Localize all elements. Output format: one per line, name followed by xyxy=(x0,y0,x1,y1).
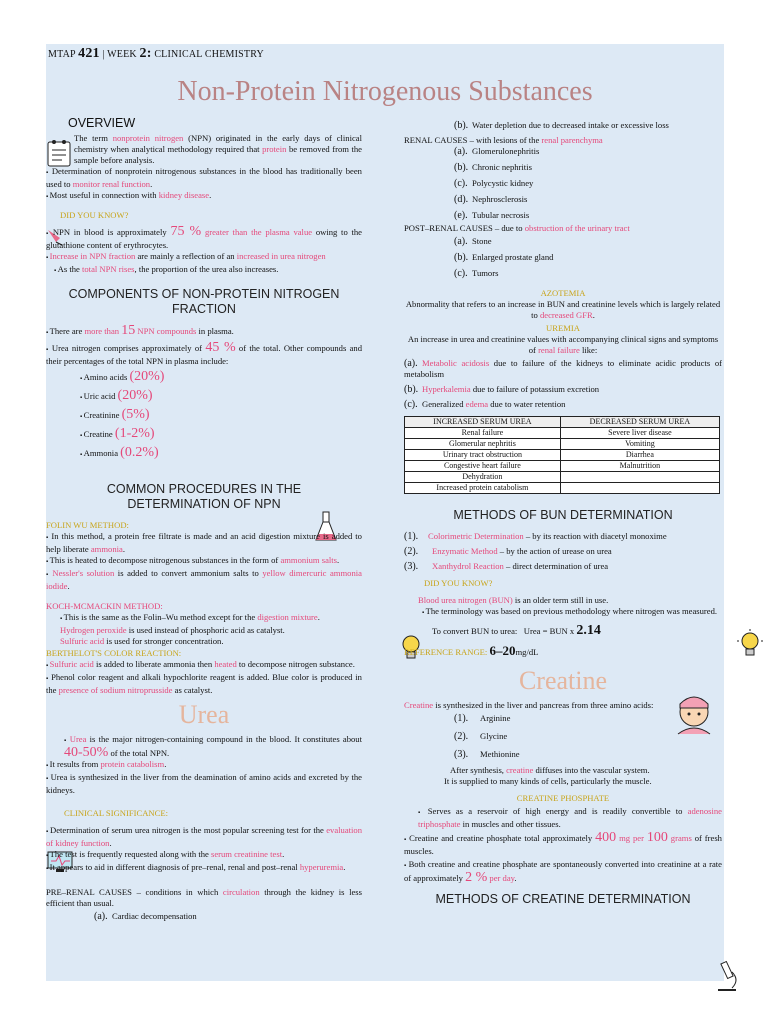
urea-p3: ▪ Urea is synthesized in the liver from the deamination of amino acids and excreted by the kidneys. xyxy=(46,772,362,796)
component-item: ▪ Ammonia (0.2%) xyxy=(80,447,362,466)
table-cell: Diarrhea xyxy=(560,450,719,461)
table-row xyxy=(405,461,720,472)
table-row xyxy=(405,439,720,450)
list-item: (b). Chronic nephritis xyxy=(454,162,532,173)
koch-heading: KOCH-MCMACKIN METHOD: xyxy=(46,601,163,611)
prerenal-item-a: (a). Cardiac decompensation xyxy=(94,911,197,922)
overview-heading: OVERVIEW xyxy=(68,116,136,130)
cp-p2: ▪ Creatine and creatine phosphate total approximately 400 mg per 100 grams of fresh muscles. xyxy=(404,832,722,857)
clinical-p2: ▪ The test is frequently requested along with the serum creatinine test. xyxy=(46,849,362,862)
uremia-item-c: (c). Generalized edema due to water retention xyxy=(404,399,566,410)
table-cell: Increased protein catabolism xyxy=(405,483,561,494)
table-cell: Congestive heart failure xyxy=(405,461,561,472)
urea-p1: ▪ Urea is the major nitrogen-containing compound in the blood. It constitutes about 40-50% of the total NPN. xyxy=(46,734,362,759)
dyk2-p1: Blood urea nitrogen (BUN) is an older term still in use. xyxy=(418,595,609,605)
bun-method-1: (1). Colorimetric Determination – by its reaction with diacetyl monoxime xyxy=(404,531,667,542)
folin-p1: ▪ In this method, a protein free filtrate is made and an acid digestion mixture is added to help liberate ammonia. xyxy=(46,531,362,555)
table-header: INCREASED SERUM UREA xyxy=(405,417,561,428)
microscope-icon xyxy=(712,958,742,999)
koch-p3: Sulfuric acid is used for stronger concentration. xyxy=(60,636,224,646)
creatine-amino-list xyxy=(404,713,722,765)
folin-heading: FOLIN WU METHOD: xyxy=(46,520,129,530)
table-row xyxy=(405,483,720,494)
course-number: 421 xyxy=(78,46,100,61)
list-item: (a). Glomerulonephritis xyxy=(454,146,540,157)
clinical-heading: CLINICAL SIGNIFICANCE: xyxy=(64,808,168,818)
creatine-p2: After synthesis, creatine diffuses into the vascular system. xyxy=(450,765,650,775)
creatine-p1: Creatine is synthesized in the liver and pancreas from three amino acids: xyxy=(404,700,654,710)
dyk1-p1: ▪ NPN in blood is approximately 75 % greater than the plasma value owing to the glutathione content of erythrocytes. xyxy=(46,226,362,251)
folin-p3: ▪ Nessler's solution is added to convert ammonium salts to yellow dimercuric ammonia iodide. xyxy=(46,568,362,592)
page-header: MTAP 421 | WEEK 2: CLINICAL CHEMISTRY xyxy=(48,46,264,61)
dyk2-heading: DID YOU KNOW? xyxy=(424,578,493,588)
list-item: (a). Stone xyxy=(454,236,492,247)
postrenal-causes-list xyxy=(404,236,722,284)
table-cell: Severe liver disease xyxy=(560,428,719,439)
list-item: (b). Enlarged prostate gland xyxy=(454,252,554,263)
berthelot-p1: ▪ Sulfuric acid is added to liberate ammonia then heated to decompose nitrogen substance. xyxy=(46,659,362,672)
npn-components-list xyxy=(46,371,362,466)
component-item: ▪ Creatinine (5%) xyxy=(80,409,362,428)
azotemia-heading: AZOTEMIA xyxy=(540,288,586,298)
subject: CLINICAL CHEMISTRY xyxy=(154,49,264,60)
bun-methods-heading: METHODS OF BUN DETERMINATION xyxy=(453,508,673,522)
right-column xyxy=(404,120,722,907)
urea-heading: Urea xyxy=(178,700,230,729)
creatine-phosphate-heading: CREATINE PHOSPHATE xyxy=(516,793,610,803)
bun-method-3: (3). Xanthydrol Reaction – direct determination of urea xyxy=(404,561,609,572)
reference-range: REFERENCE RANGE: 6–20mg/dL xyxy=(404,643,539,658)
uremia-item-a: (a). Metabolic acidosis due to failure of the kidneys to eliminate acidic products of metabolism xyxy=(404,358,722,379)
cp-p3: ▪ Both creatine and creatine phosphate are spontaneously converted into creatinine at a rate of approximately 2 % per day. xyxy=(404,859,722,884)
component-item: ▪ Uric acid (20%) xyxy=(80,390,362,409)
bun-conversion: To convert BUN to urea: Urea = BUN x 2.14 xyxy=(432,623,601,638)
dyk1-p3: ▪ As the total NPN rises, the proportion of the urea also increases. xyxy=(46,264,362,277)
components-p1: ▪ There are more than 15 NPN compounds in plasma. xyxy=(46,325,362,339)
folin-p2: ▪ This is heated to decompose nitrogenous substances in the form of ammonium salts. xyxy=(46,555,362,568)
components-heading: COMPONENTS OF NON-PROTEIN NITROGEN FRACTION xyxy=(68,287,340,316)
list-item: (d). Nephrosclerosis xyxy=(454,194,528,205)
table-row xyxy=(405,428,720,439)
component-item: ▪ Amino acids (20%) xyxy=(80,371,362,390)
procedures-heading: COMMON PROCEDURES IN THE DETERMINATION OF NPN xyxy=(106,482,302,511)
uremia-text: An increase in urea and creatinine values with accompanying clinical signs and symptoms of renal failure like: xyxy=(407,334,719,355)
list-item: (e). Tubular necrosis xyxy=(454,210,530,221)
dyk1-heading: DID YOU KNOW? xyxy=(60,210,129,220)
renal-causes-list xyxy=(404,146,722,223)
table-cell: Vomiting xyxy=(560,439,719,450)
urea-p2: ▪ It results from protein catabolism. xyxy=(46,759,362,772)
course-code: MTAP xyxy=(48,49,76,60)
creatine-heading: Creatine xyxy=(518,666,608,695)
lightbulb-icon-2 xyxy=(736,628,764,665)
list-item: (2). Glycine xyxy=(454,731,508,742)
table-cell: Dehydration xyxy=(405,472,561,483)
list-item: (c). Tumors xyxy=(454,268,499,279)
bun-method-2: (2). Enzymatic Method – by the action of urease on urea xyxy=(404,546,612,557)
table-cell: Malnutrition xyxy=(560,461,719,472)
table-row xyxy=(405,450,720,461)
prerenal-causes: PRE–RENAL CAUSES – conditions in which circulation through the kidney is less efficient than usual. xyxy=(46,887,362,908)
week-label: WEEK xyxy=(107,49,137,60)
overview-p3: ▪ Most useful in connection with kidney disease. xyxy=(46,190,362,203)
table-cell: Glomerular nephritis xyxy=(405,439,561,450)
overview-p1: The term nonprotein nitrogen (NPN) originated in the early days of clinical chemistry when analytical methodology required that protein be removed from the sample before analysis. xyxy=(74,133,362,165)
creatine-methods-heading: METHODS OF CREATINE DETERMINATION xyxy=(435,892,691,906)
page-title: Non-Protein Nitrogenous Substances xyxy=(177,76,593,107)
cp-p1: ▪ Serves as a reservoir of high energy and is readily convertible to adenosine triphosphate in muscles and other tissues. xyxy=(404,806,722,830)
renal-causes: RENAL CAUSES – with lesions of the renal parenchyma xyxy=(404,135,603,145)
list-item: (3). Methionine xyxy=(454,749,520,760)
week-number: 2: xyxy=(139,46,152,61)
overview-p2: ▪ Determination of nonprotein nitrogenous substances in the blood has traditionally been used to monitor renal function. xyxy=(46,166,362,190)
components-p2: ▪ Urea nitrogen comprises approximately of 45 % of the total. Other compounds and their percentages of the total NPN in plasma include: xyxy=(46,342,362,367)
koch-p1: ▪ This is the same as the Folin–Wu method except for the digestion mixture. xyxy=(46,612,362,625)
table-header: DECREASED SERUM UREA xyxy=(560,417,719,428)
uremia-heading: UREMIA xyxy=(546,323,580,333)
table-cell: Renal failure xyxy=(405,428,561,439)
berthelot-heading: BERTHELOT'S COLOR REACTION: xyxy=(46,648,182,658)
clinical-p3: ▪ It appears to aid in different diagnosis of pre–renal, renal and post–renal hyperuremia. xyxy=(46,862,362,875)
dyk2-p2: ▪ The terminology was based on previous methodology where nitrogen was measured. xyxy=(404,606,722,619)
table-cell xyxy=(560,483,719,494)
list-item: (1). Arginine xyxy=(454,713,511,724)
postrenal-causes: POST–RENAL CAUSES – due to obstruction of the urinary tract xyxy=(404,223,630,233)
prerenal-item-b: (b). Water depletion due to decreased intake or excessive loss xyxy=(454,120,669,131)
uremia-item-b: (b). Hyperkalemia due to failure of potassium excretion xyxy=(404,384,600,395)
azotemia-text: Abnormality that refers to an increase in BUN and creatinine levels which is largely related to decreased GFR. xyxy=(405,299,721,320)
table-cell xyxy=(560,472,719,483)
component-item: ▪ Creatine (1-2%) xyxy=(80,428,362,447)
clinical-p1: ▪ Determination of serum urea nitrogen is the most popular screening test for the evaluation of kidney function. xyxy=(46,825,362,849)
table-header-row xyxy=(405,417,720,428)
serum-urea-table xyxy=(404,416,720,494)
left-column xyxy=(46,118,362,922)
creatine-p3: It is supplied to many kinds of cells, particularly the muscle. xyxy=(444,776,652,786)
dyk1-p2: ▪ Increase in NPN fraction are mainly a reflection of an increased in urea nitrogen xyxy=(46,251,362,264)
berthelot-p2: ▪ Phenol color reagent and alkali hypochlorite reagent is added. Blue color is produced in the presence of sodium nitroprusside as catalyst. xyxy=(46,672,362,696)
list-item: (c). Polycystic kidney xyxy=(454,178,534,189)
table-row xyxy=(405,472,720,483)
koch-p2: Hydrogen peroxide is used instead of phosphoric acid as catalyst. xyxy=(60,625,285,635)
table-cell: Urinary tract obstruction xyxy=(405,450,561,461)
